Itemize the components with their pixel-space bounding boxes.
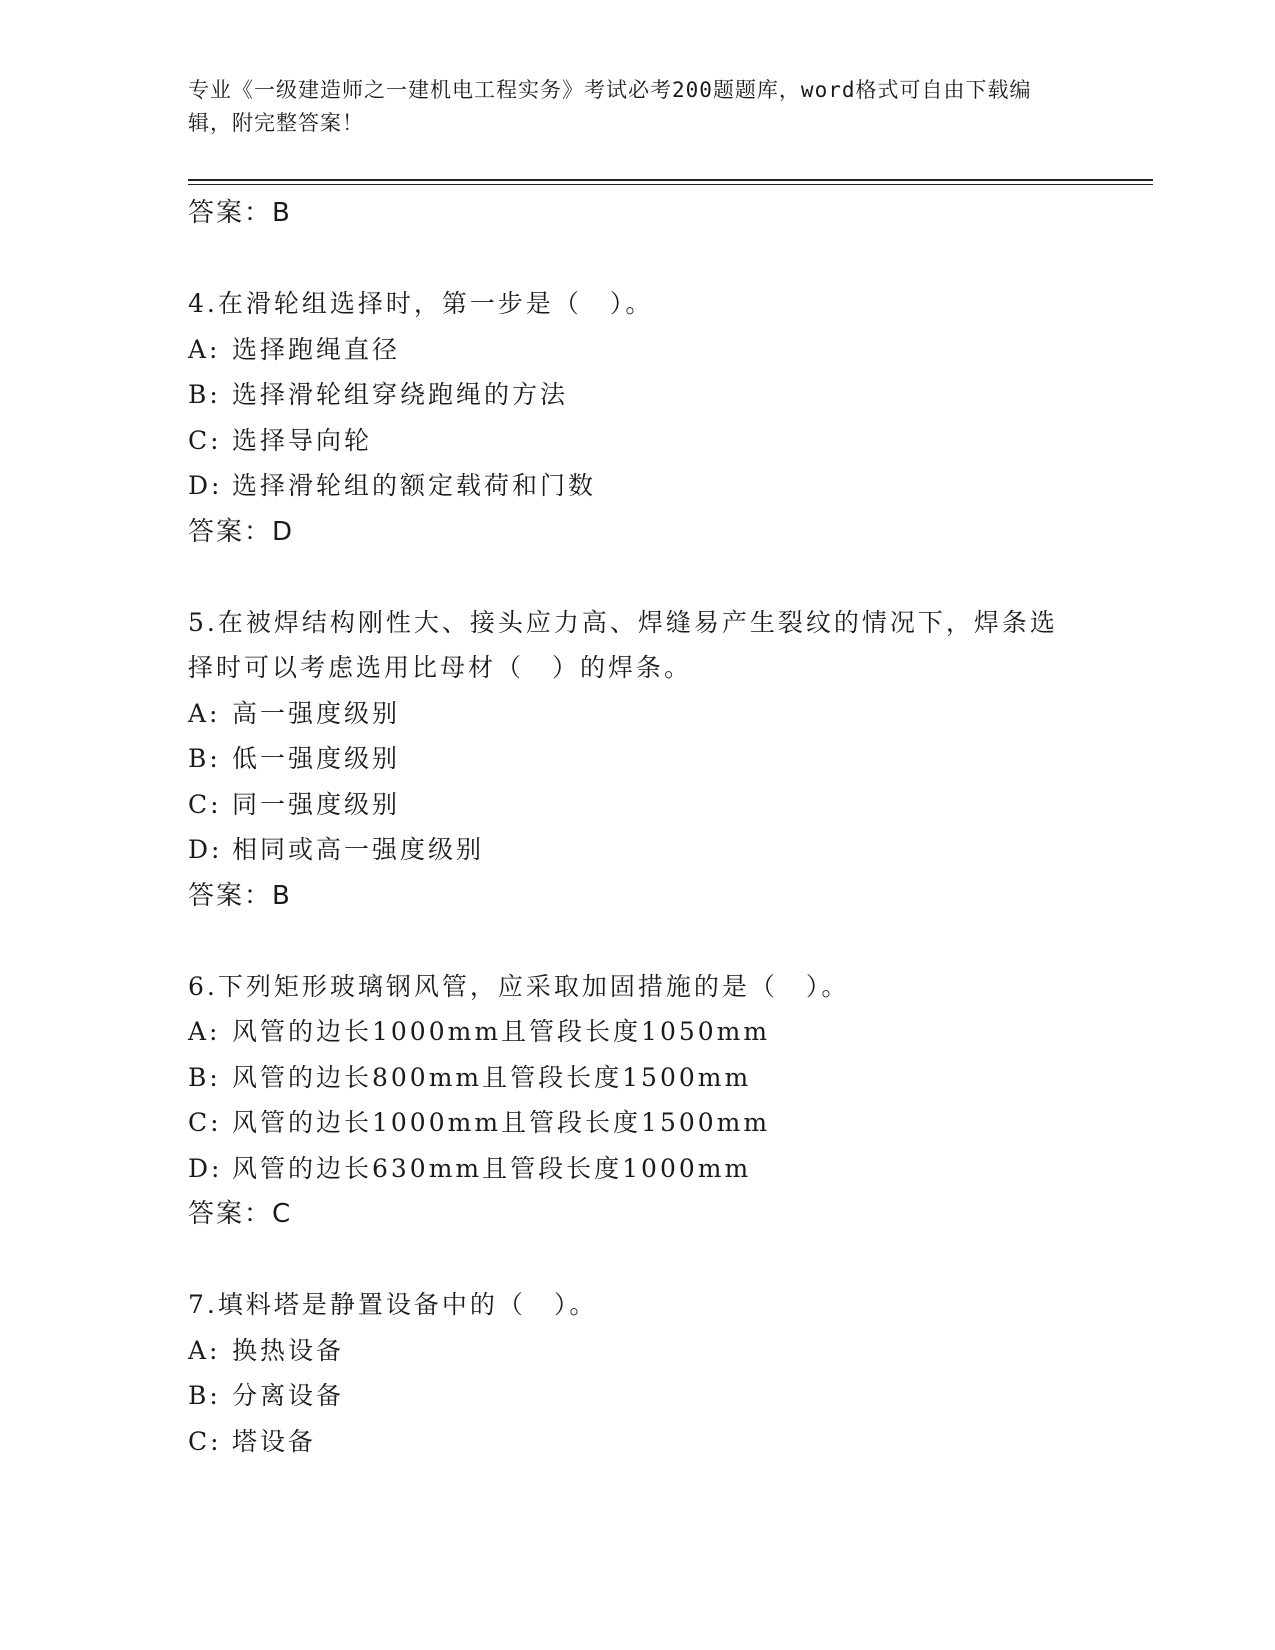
option-label: B: [188,380,221,409]
option-label: A: [188,334,221,364]
option-text: 风管的边长630mm且管段长度1000mm [232,1153,752,1183]
answer-line: 答案：B [188,198,292,228]
option-label: D: [188,471,223,500]
question-stem: 5.在被焊结构刚性大、接头应力高、焊缝易产生裂纹的情况下，焊条选择时可以考虑选用比母材（ ）的焊条。 [188,607,1058,682]
option-label: D: [188,1153,223,1183]
option-a [188,327,1068,373]
option-d [188,827,1068,873]
spacer [188,919,1068,964]
question-block [188,1282,1068,1464]
option-text: 风管的边长800mm且管段长度1500mm [232,1062,752,1092]
option-label: A: [188,1017,221,1046]
option-d [188,463,1068,509]
header-rule-thick [188,179,1153,181]
header-rule-thin [188,184,1153,185]
option-text: 分离设备 [232,1381,345,1410]
option-text: 选择跑绳直径 [232,334,401,364]
option-label: A: [188,1335,221,1365]
question-block [188,964,1068,1238]
option-label: C: [188,789,222,819]
option-text: 同一强度级别 [232,789,401,819]
question-block [188,600,1068,919]
option-text: 风管的边长1000mm且管段长度1050mm [232,1017,771,1046]
option-c [188,1419,1068,1465]
option-label: C: [188,1108,222,1137]
option-b [188,1373,1068,1419]
option-text: 风管的边长1000mm且管段长度1500mm [232,1108,771,1137]
option-a [188,1009,1068,1055]
option-c [188,782,1068,828]
option-text: 低一强度级别 [232,744,401,773]
answer-line: 答案：B [188,880,292,911]
option-b [188,1055,1068,1101]
option-label: B: [188,1062,221,1092]
option-label: A: [188,698,221,728]
spacer [188,555,1068,600]
option-a [188,691,1068,737]
question-stem: 4.在滑轮组选择时，第一步是（ ）。 [188,289,654,318]
option-a [188,1328,1068,1374]
question-list [188,190,1068,1464]
option-text: 高一强度级别 [232,698,401,728]
spacer [188,236,1068,281]
option-label: B: [188,744,221,773]
option-d [188,1146,1068,1192]
option-b [188,372,1068,418]
option-label: B: [188,1381,221,1410]
answer-line: 答案：D [188,516,295,547]
option-text: 选择滑轮组穿绕跑绳的方法 [232,380,569,409]
option-text: 选择导向轮 [232,425,373,455]
option-b [188,736,1068,782]
option-label: C: [188,1426,222,1456]
option-text: 换热设备 [232,1335,345,1365]
option-text: 选择滑轮组的额定载荷和门数 [232,471,597,500]
spacer [188,1237,1068,1282]
answer-line: 答案：C [188,1199,293,1229]
option-label: C: [188,425,222,455]
question-block [188,281,1068,555]
document-header: 专业《一级建造师之一建机电工程实务》考试必考200题题库，word格式可自由下载编辑，附完整答案！ [188,78,1032,135]
option-label: D: [188,835,223,864]
option-c [188,418,1068,464]
question-stem: 6.下列矩形玻璃钢风管，应采取加固措施的是（ ）。 [188,971,850,1001]
option-c [188,1100,1068,1146]
option-text: 相同或高一强度级别 [232,835,485,864]
question-stem: 7.填料塔是静置设备中的（ ）。 [188,1290,598,1319]
option-text: 塔设备 [232,1426,317,1456]
